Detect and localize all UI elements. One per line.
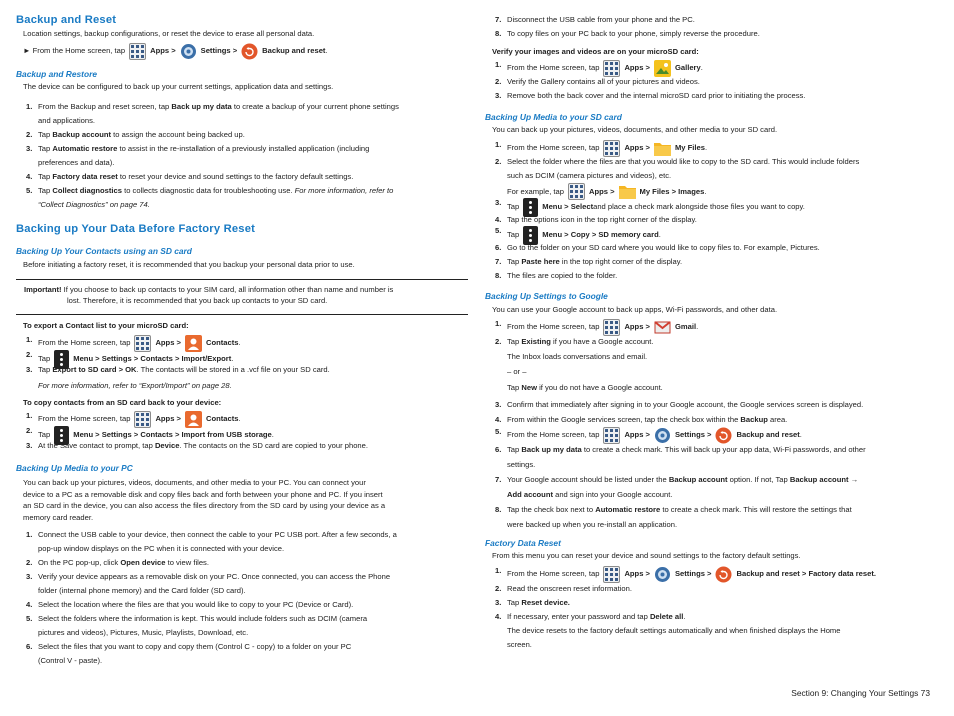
settings-label: Settings >	[200, 46, 238, 56]
note-label: Important!	[24, 285, 62, 294]
list-item: 2. Tap Existing if you have a Google account. The Inbox loads conversations and email. – or – Tap New if you do not have a Google account.	[495, 337, 663, 392]
step-text: . The contacts on the SD card are copied to your phone.	[179, 441, 368, 450]
step-text: The Inbox loads conversations and email.	[507, 352, 648, 361]
step-text: From the Home screen, tap	[507, 322, 600, 332]
step-text: Tap	[38, 430, 51, 440]
step-bold: Automatic restore	[52, 144, 118, 153]
backup-reset-label: Backup and reset	[262, 46, 326, 56]
step-text: .	[696, 322, 699, 332]
list-item: 3. Tap Automatic restore to assist in the re-installation of a previously installed application (including preferences and data).	[26, 144, 370, 167]
step-text: Confirm that immediately after signing in to your Google account, the Google services screen is displayed.	[507, 400, 864, 409]
step-text: if you have a Google account.	[550, 337, 654, 346]
export-heading: To export a Contact list to your microSD card:	[23, 321, 189, 330]
verify-heading: Verify your images and videos are on your microSD card:	[492, 47, 699, 56]
step-bold: Menu > Settings > Contacts > Import/Export	[73, 354, 232, 364]
gallery-label: Gallery	[674, 63, 701, 73]
step-text: .	[700, 63, 703, 73]
step-bold: Device	[154, 441, 180, 450]
step-text: From the Home screen, tap	[38, 414, 131, 424]
google-steps	[485, 319, 940, 532]
step-text: in the top right corner of the display.	[559, 257, 683, 266]
step-text: to create a check mark. This will restore the settings that	[660, 505, 852, 514]
list-item: 3. Tap Reset device.	[495, 598, 570, 607]
section-heading: Backing up Your Data Before Factory Reset	[16, 223, 256, 235]
apps-icon	[603, 566, 620, 583]
my-files-images-label: My Files > Images	[639, 186, 705, 196]
backup-restore-steps	[16, 100, 466, 212]
step-bold: Delete all	[649, 612, 684, 621]
path-line	[16, 43, 466, 60]
contacts-sd-intro: Before initiating a factory reset, it is recommended that you backup your personal data prior to use.	[23, 260, 355, 269]
step-bold: Back up my data	[171, 102, 232, 111]
step-text: Tap the options icon in the top right corner of the display.	[507, 215, 697, 224]
step-text: . The contacts will be stored in a .vcf file on your SD card.	[136, 365, 330, 374]
settings-label: Settings >	[674, 569, 712, 579]
factory-heading: Factory Data Reset	[485, 538, 561, 548]
list-item: 1. From the Backup and reset screen, tap Back up my data to create a backup of your current phone settings and applications.	[26, 102, 399, 125]
step-text: option. If not, Tap	[727, 475, 790, 484]
step-text: The device resets to the factory default settings automatically and when finished displays the Home	[507, 626, 841, 635]
list-item: 5. Select the folders where the information is kept. This would include folders such as DCIM (camera pictures and videos), Pictures, Music, Playlists, Download, etc.	[26, 614, 368, 637]
step-text: Tap the check box next to	[507, 505, 596, 514]
step-text: From the Backup and reset screen, tap	[38, 102, 172, 111]
step-bold: Factory data reset	[52, 172, 118, 181]
list-item: 7. Your Google account should be listed under the Backup account option. If not, Tap Backup account → Add account and sign into your Google account.	[495, 475, 859, 499]
paragraph-line: You can back up your pictures, videos, documents, and other media to your PC. You can connect your	[23, 478, 366, 487]
list-item: 2. Select the folder where the files are that you would like to copy to the SD card. This would include folders such as DCIM (camera pictures and videos), etc. For example, tap Apps > My Files > Images .	[485, 155, 940, 198]
step-text: .	[658, 230, 661, 240]
note-text: If you choose to back up contacts to your SIM card, all information other than name and number is	[61, 285, 394, 294]
list-item: 1. From the Home screen, tap Apps > My Files .	[485, 140, 940, 155]
backup-reset-icon	[241, 43, 258, 60]
list-item: 8. The files are copied to the folder.	[495, 271, 618, 280]
apps-label: Apps >	[624, 143, 650, 153]
step-text: pictures and videos), Pictures, Music, Playlists, Download, etc.	[38, 628, 249, 637]
step-text: to assign the account being backed up.	[111, 130, 245, 139]
step-text: If necessary, enter your password and tap	[507, 612, 650, 621]
list-item: 3. Confirm that immediately after signing in to your Google account, the Google services screen is displayed.	[495, 400, 864, 409]
settings-gear-icon	[180, 43, 197, 60]
step-text: – or –	[507, 367, 527, 376]
step-bold: Add account	[507, 490, 553, 499]
my-files-label: My Files	[674, 143, 705, 153]
list-item: 2. Tap Backup account to assign the account being backed up.	[26, 130, 245, 139]
step-text: to view files.	[165, 558, 209, 567]
list-item: 8. To copy files on your PC back to your phone, simply reverse the procedure.	[495, 29, 760, 38]
step-text: .	[799, 430, 802, 440]
step-text: Tap	[38, 130, 53, 139]
step-text: to reset your device and sound settings to the factory default settings.	[117, 172, 354, 181]
step-text: Tap	[507, 337, 522, 346]
step-bold: Reset device.	[521, 598, 570, 607]
list-item: 4. Tap Factory data reset to reset your device and sound settings to the factory default settings.	[26, 172, 354, 181]
google-intro: You can use your Google account to back up apps, Wi-Fi passwords, and other data.	[492, 305, 778, 314]
step-text: Disconnect the USB cable from your phone and the PC.	[507, 15, 695, 24]
step-text: Connect the USB cable to your device, then connect the cable to your PC USB port. After a few seconds, a	[38, 530, 397, 539]
step-text: From the Home screen, tap	[507, 143, 600, 153]
intro-text: Location settings, backup configurations, or reset the device to erase all personal data.	[23, 29, 315, 38]
step-bold: Paste here	[521, 257, 560, 266]
bullet-icon: ►	[23, 46, 31, 56]
step-text: From within the Google services screen, tap the check box within the	[507, 415, 741, 424]
apps-label: Apps >	[624, 430, 650, 440]
list-item: 4. Select the location where the files are that you would like to copy to your PC (Device or Card).	[26, 600, 354, 609]
google-heading: Backing Up Settings to Google	[485, 291, 608, 301]
list-item: 4. Tap the options icon in the top right corner of the display.	[495, 215, 697, 224]
step-text: Tap	[507, 445, 522, 454]
list-item: 4. If necessary, enter your password and tap Delete all. The device resets to the factory default settings automatically and when finished displays the Home screen.	[495, 612, 841, 649]
apps-label: Apps >	[588, 186, 615, 196]
apps-label: Apps >	[624, 322, 650, 332]
step-text: Tap	[38, 144, 53, 153]
step-text: and sign into your Google account.	[553, 490, 673, 499]
factory-reset-label: Backup and reset > Factory data reset.	[736, 569, 876, 579]
list-item: 3. Verify your device appears as a removable disk on your PC. Once connected, you can access the Phone folder (internal phone memory) and the Card folder (SD card).	[26, 572, 391, 595]
list-item: 1. From the Home screen, tap Apps > Gallery .	[485, 60, 940, 75]
step-text: Select the location where the files are that you would like to copy to your PC (Device or Card).	[38, 600, 354, 609]
step-text: .	[704, 186, 707, 196]
apps-label: Apps >	[624, 63, 650, 73]
factory-intro: From this menu you can reset your device and sound settings to the factory default settings.	[492, 551, 801, 560]
step-text: From the Home screen, tap	[507, 430, 600, 440]
step-bold: Backup account →	[789, 475, 859, 484]
apps-label: Apps >	[155, 338, 181, 348]
list-item: 6. Go to the folder on your SD card where you would like to copy files to. For example, Pictures.	[495, 243, 820, 252]
step-text: pop-up window displays on the PC when it is connected with your device.	[38, 544, 285, 553]
page-footer: Section 9: Changing Your Settings 73	[791, 688, 930, 698]
step-text: to assist in the re-installation of a previously installed application (including	[117, 144, 370, 153]
cross-reference: “Collect Diagnostics” on page 74.	[38, 200, 150, 209]
list-item: 3. At the Save contact to prompt, tap Device. The contacts on the SD card are copied to your phone.	[26, 441, 368, 450]
apps-label: Apps >	[624, 569, 650, 579]
pc-steps	[16, 528, 466, 668]
step-text: Tap	[38, 354, 51, 364]
factory-steps	[485, 566, 940, 652]
list-item: 7. Disconnect the USB cable from your phone and the PC.	[495, 15, 695, 24]
list-item: 3. Tap Menu > Select and place a check mark alongside those files you want to copy.	[485, 198, 940, 213]
list-item: 3. Remove both the back cover and the internal microSD card prior to initiating the process.	[495, 91, 806, 100]
step-text: Select the folder where the files are that you would like to copy to the SD card. This would include folders	[507, 157, 860, 166]
step-text: Tap	[507, 257, 522, 266]
step-text: Remove both the back cover and the internal microSD card prior to initiating the process.	[507, 91, 806, 100]
list-item: 1. From the Home screen, tap Apps > Contacts .	[16, 335, 466, 350]
apps-label: Apps >	[155, 414, 181, 424]
step-text: and place a check mark alongside those files you want to copy.	[593, 202, 805, 212]
list-item: 2. Read the onscreen reset information.	[495, 584, 632, 593]
backup-reset-icon	[715, 566, 732, 583]
copy-steps	[16, 411, 466, 452]
path-end: .	[325, 46, 328, 56]
step-bold: Menu > Select	[542, 202, 594, 212]
step-text: Tap	[38, 172, 53, 181]
step-text: .	[683, 612, 686, 621]
step-text: and applications.	[38, 116, 95, 125]
list-item: 2. On the PC pop-up, click Open device to view files.	[26, 558, 209, 567]
backup-reset-label: Backup and reset	[736, 430, 800, 440]
step-bold: Backup account	[52, 130, 112, 139]
sd-heading: Backing Up Media to your SD card	[485, 112, 622, 122]
verify-steps	[485, 60, 940, 103]
step-text: At the Save contact to prompt, tap	[38, 441, 155, 450]
contacts-sd-heading: Backing Up Your Contacts using an SD card	[16, 246, 192, 256]
step-text: to create a check mark. This will back up your app data, Wi-Fi passwords, and other	[581, 445, 866, 454]
step-text: .	[238, 414, 241, 424]
step-bold: Export to SD card > OK	[52, 365, 137, 374]
copy-heading: To copy contacts from an SD card back to your device:	[23, 398, 222, 407]
step-bold: Open device	[120, 558, 166, 567]
step-text: Verify your device appears as a removable disk on your PC. Once connected, you can access the Phone	[38, 572, 391, 581]
step-text: Read the onscreen reset information.	[507, 584, 632, 593]
step-text: Select the folders where the information is kept. This would include folders such as DCIM (camera	[38, 614, 368, 623]
page-title: Backup and Reset	[16, 14, 117, 26]
step-bold: New	[521, 383, 537, 392]
list-item: 4. From within the Google services screen, tap the check box within the Backup area.	[495, 415, 788, 424]
step-text: folder (internal phone memory) and the Card folder (SD card).	[38, 586, 246, 595]
step-text: Tap	[507, 202, 520, 212]
step-text: preferences and data).	[38, 158, 115, 167]
step-text: The files are copied to the folder.	[507, 271, 618, 280]
contacts-label: Contacts	[205, 414, 239, 424]
step-text: to create a backup of your current phone settings	[231, 102, 399, 111]
list-item: 5. Tap Collect diagnostics to collects diagnostic data for troubleshooting use. For more information, refer to “Collect Diagnostics” on page 74.	[26, 186, 394, 209]
step-text: From the Home screen, tap	[38, 338, 131, 348]
step-bold: Backup	[740, 415, 768, 424]
list-item: 6. Tap Back up my data to create a check mark. This will back up your app data, Wi-Fi passwords, and other settings.	[495, 445, 866, 469]
list-item: 5. From the Home screen, tap Apps > Settings > Backup and reset .	[485, 427, 940, 442]
important-note	[16, 279, 468, 315]
gmail-label: Gmail	[674, 322, 697, 332]
step-text: Select the files that you want to copy and copy them (Control C - copy) to a folder on your PC	[38, 642, 352, 651]
step-text: area.	[767, 415, 788, 424]
step-text: if you do not have a Google account.	[536, 383, 663, 392]
pc-steps-continued	[485, 13, 940, 41]
step-text: Tap	[507, 383, 522, 392]
sd-steps	[485, 140, 940, 283]
list-item: 2. Tap Menu > Settings > Contacts > Import/Export .	[16, 350, 466, 365]
step-text: .	[704, 143, 708, 153]
step-text: Tap	[507, 598, 522, 607]
step-text: Tap	[38, 186, 53, 195]
step-text: .	[231, 354, 234, 364]
list-item: 1. From the Home screen, tap Apps > Settings > Backup and reset > Factory data reset.	[485, 566, 940, 582]
step-text: to collects diagnostic data for troubleshooting use.	[121, 186, 295, 195]
list-item: 1. From the Home screen, tap Apps > Gmail .	[485, 319, 940, 334]
step-text: screen.	[507, 640, 532, 649]
step-bold: Backup account	[668, 475, 728, 484]
contacts-label: Contacts	[205, 338, 239, 348]
step-text: For example, tap	[507, 186, 564, 196]
cross-reference: For more information, refer to	[294, 186, 394, 195]
settings-gear-icon	[654, 566, 671, 583]
step-bold: Existing	[521, 337, 551, 346]
step-text: To copy files on your PC back to your phone, simply reverse the procedure.	[507, 29, 760, 38]
backup-restore-intro: The device can be configured to back up your current settings, application data and settings.	[23, 82, 334, 91]
cross-reference: For more information, refer to “Export/Import” on page 28.	[38, 380, 232, 390]
backup-restore-heading: Backup and Restore	[16, 69, 97, 79]
step-text: From the Home screen, tap	[507, 63, 600, 73]
step-text: (Control V - paste).	[38, 656, 103, 665]
paragraph-line: an SD card in the device, you can also access the files directory from the SD card by using your device as a	[23, 501, 386, 511]
list-item: 1. Connect the USB cable to your device, then connect the cable to your PC USB port. After a few seconds, a pop-up window displays on the PC when it is connected with your device.	[26, 530, 397, 553]
pc-intro	[16, 477, 466, 523]
step-text: .	[271, 430, 274, 440]
list-item: 6. Select the files that you want to copy and copy them (Control C - copy) to a folder on your PC (Control V - paste).	[26, 642, 352, 665]
list-item: 7. Tap Paste here in the top right corner of the display.	[495, 257, 683, 266]
step-text: Verify the Gallery contains all of your pictures and videos.	[507, 77, 700, 86]
step-bold: Automatic restore	[595, 505, 661, 514]
list-item: 5. Tap Menu > Copy > SD memory card .	[485, 226, 940, 241]
list-item: 2. Verify the Gallery contains all of your pictures and videos.	[495, 77, 700, 86]
note-text: lost. Therefore, it is recommended that you back up contacts to your SD card.	[67, 295, 328, 305]
paragraph-line: memory card reader.	[23, 512, 94, 522]
step-text: Go to the folder on your SD card where you would like to copy files to. For example, Pictures.	[507, 243, 820, 252]
step-text: settings.	[507, 460, 536, 469]
step-bold: Collect diagnostics	[52, 186, 122, 195]
step-text: Tap	[38, 365, 53, 374]
step-text: From the Home screen, tap	[507, 569, 600, 579]
list-item: 8. Tap the check box next to Automatic restore to create a check mark. This will restore the settings that were backed up when you re-install an application.	[495, 505, 852, 529]
step-bold: Menu > Copy > SD memory card	[542, 230, 659, 240]
step-text: were backed up when you re-install an application.	[507, 520, 678, 529]
pc-heading: Backing Up Media to your PC	[16, 463, 133, 473]
list-item: 2. Tap Menu > Settings > Contacts > Import from USB storage .	[16, 426, 466, 441]
settings-label: Settings >	[674, 430, 712, 440]
step-text: On the PC pop-up, click	[38, 558, 121, 567]
apps-label: Apps >	[150, 46, 176, 56]
list-item: 1. From the Home screen, tap Apps > Contacts .	[16, 411, 466, 426]
step-text: Tap	[507, 230, 520, 240]
apps-icon	[129, 43, 146, 60]
paragraph-line: device to a PC as a removable disk and copy files back and forth between your phone and PC. If you insert	[23, 489, 383, 499]
export-steps	[16, 335, 466, 395]
sd-intro: You can back up your pictures, videos, documents, and other media to your SD card.	[492, 125, 778, 134]
path-prefix: From the Home screen, tap	[32, 46, 126, 56]
step-bold: Menu > Settings > Contacts > Import from USB storage	[73, 430, 272, 440]
step-text: such as DCIM (camera pictures and videos), etc.	[507, 171, 672, 180]
step-bold: Back up my data	[521, 445, 582, 454]
list-item: 3. Tap Export to SD card > OK. The contacts will be stored in a .vcf file on your SD card. For more information, refer to “Export/Import” on page 28.	[26, 365, 330, 390]
step-text: .	[238, 338, 241, 348]
step-text: Your Google account should be listed under the	[507, 475, 669, 484]
